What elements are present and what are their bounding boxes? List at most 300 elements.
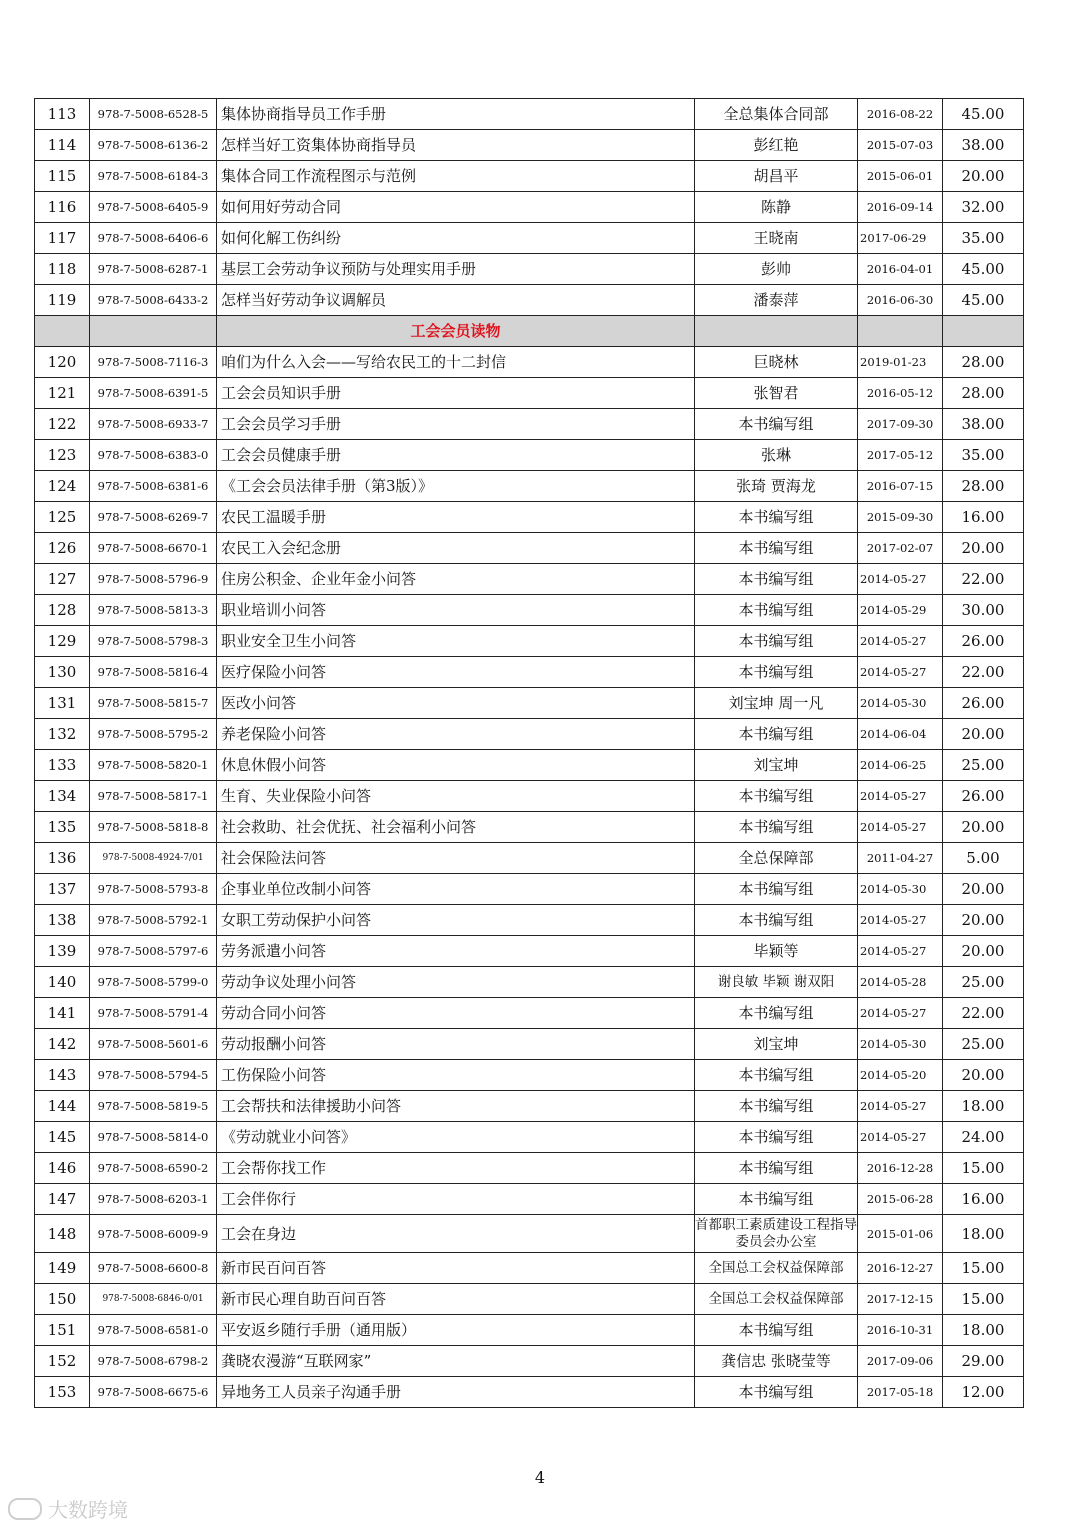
publish-date: 2016-04-01 bbox=[858, 254, 943, 285]
isbn-cell: 978-7-5008-4924-7/01 bbox=[90, 843, 217, 874]
row-number: 135 bbox=[35, 812, 90, 843]
row-number: 149 bbox=[35, 1253, 90, 1284]
row-number: 122 bbox=[35, 409, 90, 440]
isbn-cell: 978-7-5008-5816-4 bbox=[90, 657, 217, 688]
author-cell: 张琳 bbox=[695, 440, 858, 471]
book-title: 集体合同工作流程图示与范例 bbox=[217, 161, 695, 192]
publish-date: 2017-09-30 bbox=[858, 409, 943, 440]
price-cell: 20.00 bbox=[943, 936, 1024, 967]
table-row bbox=[35, 750, 1024, 781]
publish-date: 2015-01-06 bbox=[858, 1215, 943, 1253]
price-cell: 24.00 bbox=[943, 1122, 1024, 1153]
price-cell: 20.00 bbox=[943, 812, 1024, 843]
book-title: 平安返乡随行手册（通用版） bbox=[217, 1315, 695, 1346]
book-title: 工会帮你找工作 bbox=[217, 1153, 695, 1184]
book-title: 异地务工人员亲子沟通手册 bbox=[217, 1377, 695, 1408]
table-row bbox=[35, 688, 1024, 719]
price-cell: 20.00 bbox=[943, 874, 1024, 905]
book-title: 怎样当好工资集体协商指导员 bbox=[217, 130, 695, 161]
author-cell: 巨晓林 bbox=[695, 347, 858, 378]
author-cell: 本书编写组 bbox=[695, 719, 858, 750]
row-number: 152 bbox=[35, 1346, 90, 1377]
section-cell-empty bbox=[943, 316, 1024, 347]
row-number: 138 bbox=[35, 905, 90, 936]
price-cell: 18.00 bbox=[943, 1315, 1024, 1346]
book-title: 《劳动就业小问答》 bbox=[217, 1122, 695, 1153]
table-row bbox=[35, 223, 1024, 254]
publish-date: 2016-08-22 bbox=[858, 99, 943, 130]
price-cell: 25.00 bbox=[943, 1029, 1024, 1060]
isbn-cell: 978-7-5008-5794-5 bbox=[90, 1060, 217, 1091]
book-title: 工会帮扶和法律援助小问答 bbox=[217, 1091, 695, 1122]
publish-date: 2014-05-27 bbox=[858, 781, 943, 812]
book-title: 住房公积金、企业年金小问答 bbox=[217, 564, 695, 595]
table-row bbox=[35, 378, 1024, 409]
price-cell: 20.00 bbox=[943, 1060, 1024, 1091]
price-cell: 12.00 bbox=[943, 1377, 1024, 1408]
row-number: 136 bbox=[35, 843, 90, 874]
price-cell: 20.00 bbox=[943, 533, 1024, 564]
publish-date: 2015-06-28 bbox=[858, 1184, 943, 1215]
isbn-cell: 978-7-5008-6381-6 bbox=[90, 471, 217, 502]
author-cell: 全国总工会权益保障部 bbox=[695, 1253, 858, 1284]
price-cell: 15.00 bbox=[943, 1284, 1024, 1315]
price-cell: 20.00 bbox=[943, 719, 1024, 750]
publish-date: 2014-05-30 bbox=[858, 874, 943, 905]
isbn-cell: 978-7-5008-6433-2 bbox=[90, 285, 217, 316]
table-row bbox=[35, 719, 1024, 750]
isbn-cell: 978-7-5008-6600-8 bbox=[90, 1253, 217, 1284]
author-cell: 龚信忠 张晓莹等 bbox=[695, 1346, 858, 1377]
price-cell: 16.00 bbox=[943, 502, 1024, 533]
publish-date: 2017-05-18 bbox=[858, 1377, 943, 1408]
row-number: 128 bbox=[35, 595, 90, 626]
table-row bbox=[35, 936, 1024, 967]
row-number: 151 bbox=[35, 1315, 90, 1346]
table-row bbox=[35, 1346, 1024, 1377]
publish-date: 2016-07-15 bbox=[858, 471, 943, 502]
row-number: 147 bbox=[35, 1184, 90, 1215]
row-number: 145 bbox=[35, 1122, 90, 1153]
isbn-cell: 978-7-5008-6670-1 bbox=[90, 533, 217, 564]
isbn-cell: 978-7-5008-6675-6 bbox=[90, 1377, 217, 1408]
book-title: 工会会员知识手册 bbox=[217, 378, 695, 409]
row-number: 132 bbox=[35, 719, 90, 750]
row-number: 131 bbox=[35, 688, 90, 719]
price-cell: 18.00 bbox=[943, 1215, 1024, 1253]
isbn-cell: 978-7-5008-5798-3 bbox=[90, 626, 217, 657]
row-number: 150 bbox=[35, 1284, 90, 1315]
book-title: 社会救助、社会优抚、社会福利小问答 bbox=[217, 812, 695, 843]
book-title: 《工会会员法律手册（第3版）》 bbox=[217, 471, 695, 502]
book-title: 龚晓农漫游“互联网家” bbox=[217, 1346, 695, 1377]
table-row bbox=[35, 1029, 1024, 1060]
author-cell: 本书编写组 bbox=[695, 1184, 858, 1215]
isbn-cell: 978-7-5008-5791-4 bbox=[90, 998, 217, 1029]
isbn-cell: 978-7-5008-6269-7 bbox=[90, 502, 217, 533]
isbn-cell: 978-7-5008-5799-0 bbox=[90, 967, 217, 998]
author-cell: 本书编写组 bbox=[695, 409, 858, 440]
row-number: 120 bbox=[35, 347, 90, 378]
author-cell: 刘宝坤 bbox=[695, 1029, 858, 1060]
book-title: 劳动争议处理小问答 bbox=[217, 967, 695, 998]
author-cell: 本书编写组 bbox=[695, 1091, 858, 1122]
book-title: 农民工温暖手册 bbox=[217, 502, 695, 533]
row-number: 129 bbox=[35, 626, 90, 657]
price-cell: 26.00 bbox=[943, 781, 1024, 812]
table-row bbox=[35, 502, 1024, 533]
book-title: 女职工劳动保护小问答 bbox=[217, 905, 695, 936]
book-title: 休息休假小问答 bbox=[217, 750, 695, 781]
publish-date: 2014-05-20 bbox=[858, 1060, 943, 1091]
row-number: 144 bbox=[35, 1091, 90, 1122]
row-number: 113 bbox=[35, 99, 90, 130]
row-number: 127 bbox=[35, 564, 90, 595]
author-cell: 谢良敏 毕颖 谢双阳 bbox=[695, 967, 858, 998]
author-cell: 彭红艳 bbox=[695, 130, 858, 161]
publish-date: 2017-12-15 bbox=[858, 1284, 943, 1315]
row-number: 133 bbox=[35, 750, 90, 781]
table-row bbox=[35, 471, 1024, 502]
publish-date: 2014-05-27 bbox=[858, 1091, 943, 1122]
author-cell: 刘宝坤 bbox=[695, 750, 858, 781]
book-title: 劳动合同小问答 bbox=[217, 998, 695, 1029]
author-cell: 彭帅 bbox=[695, 254, 858, 285]
row-number: 123 bbox=[35, 440, 90, 471]
book-catalog-table bbox=[34, 98, 1024, 1408]
book-title: 职业培训小问答 bbox=[217, 595, 695, 626]
book-title: 生育、失业保险小问答 bbox=[217, 781, 695, 812]
author-cell: 张智君 bbox=[695, 378, 858, 409]
author-cell: 本书编写组 bbox=[695, 812, 858, 843]
book-title: 劳动报酬小问答 bbox=[217, 1029, 695, 1060]
table-body-before-section bbox=[35, 99, 1024, 316]
table-row bbox=[35, 1284, 1024, 1315]
isbn-cell: 978-7-5008-5815-7 bbox=[90, 688, 217, 719]
author-cell: 胡昌平 bbox=[695, 161, 858, 192]
author-cell: 本书编写组 bbox=[695, 595, 858, 626]
price-cell: 35.00 bbox=[943, 223, 1024, 254]
price-cell: 30.00 bbox=[943, 595, 1024, 626]
author-cell: 潘泰萍 bbox=[695, 285, 858, 316]
book-title: 基层工会劳动争议预防与处理实用手册 bbox=[217, 254, 695, 285]
price-cell: 38.00 bbox=[943, 130, 1024, 161]
price-cell: 28.00 bbox=[943, 471, 1024, 502]
table-row bbox=[35, 1091, 1024, 1122]
publish-date: 2019-01-23 bbox=[858, 347, 943, 378]
page-number: 4 bbox=[534, 1468, 546, 1487]
isbn-cell: 978-7-5008-6406-6 bbox=[90, 223, 217, 254]
publish-date: 2015-07-03 bbox=[858, 130, 943, 161]
author-cell: 全国总工会权益保障部 bbox=[695, 1284, 858, 1315]
section-cell-empty bbox=[858, 316, 943, 347]
row-number: 137 bbox=[35, 874, 90, 905]
watermark-logo-icon bbox=[8, 1498, 42, 1520]
price-cell: 20.00 bbox=[943, 905, 1024, 936]
table-row bbox=[35, 874, 1024, 905]
table-row bbox=[35, 843, 1024, 874]
row-number: 139 bbox=[35, 936, 90, 967]
isbn-cell: 978-7-5008-6590-2 bbox=[90, 1153, 217, 1184]
price-cell: 28.00 bbox=[943, 378, 1024, 409]
author-cell: 本书编写组 bbox=[695, 905, 858, 936]
price-cell: 26.00 bbox=[943, 688, 1024, 719]
row-number: 119 bbox=[35, 285, 90, 316]
publish-date: 2014-05-30 bbox=[858, 688, 943, 719]
table-row bbox=[35, 285, 1024, 316]
author-cell: 刘宝坤 周一凡 bbox=[695, 688, 858, 719]
publish-date: 2014-05-27 bbox=[858, 564, 943, 595]
table-row bbox=[35, 781, 1024, 812]
table-row bbox=[35, 1122, 1024, 1153]
row-number: 126 bbox=[35, 533, 90, 564]
price-cell: 5.00 bbox=[943, 843, 1024, 874]
isbn-cell: 978-7-5008-5601-6 bbox=[90, 1029, 217, 1060]
book-title: 工会在身边 bbox=[217, 1215, 695, 1253]
row-number: 117 bbox=[35, 223, 90, 254]
isbn-cell: 978-7-5008-6136-2 bbox=[90, 130, 217, 161]
price-cell: 32.00 bbox=[943, 192, 1024, 223]
author-cell: 本书编写组 bbox=[695, 1315, 858, 1346]
price-cell: 45.00 bbox=[943, 99, 1024, 130]
author-cell: 本书编写组 bbox=[695, 1377, 858, 1408]
table-row bbox=[35, 1060, 1024, 1091]
isbn-cell: 978-7-5008-6383-0 bbox=[90, 440, 217, 471]
publish-date: 2015-06-01 bbox=[858, 161, 943, 192]
publish-date: 2017-06-29 bbox=[858, 223, 943, 254]
publish-date: 2016-09-14 bbox=[858, 192, 943, 223]
isbn-cell: 978-7-5008-6933-7 bbox=[90, 409, 217, 440]
book-title: 工伤保险小问答 bbox=[217, 1060, 695, 1091]
book-title: 如何化解工伤纠纷 bbox=[217, 223, 695, 254]
isbn-cell: 978-7-5008-6391-5 bbox=[90, 378, 217, 409]
price-cell: 45.00 bbox=[943, 254, 1024, 285]
watermark bbox=[8, 1494, 128, 1523]
book-title: 企事业单位改制小问答 bbox=[217, 874, 695, 905]
isbn-cell: 978-7-5008-5792-1 bbox=[90, 905, 217, 936]
author-cell: 本书编写组 bbox=[695, 564, 858, 595]
author-cell: 本书编写组 bbox=[695, 874, 858, 905]
row-number: 134 bbox=[35, 781, 90, 812]
table-row bbox=[35, 347, 1024, 378]
author-cell: 陈静 bbox=[695, 192, 858, 223]
author-cell: 本书编写组 bbox=[695, 502, 858, 533]
isbn-cell: 978-7-5008-5820-1 bbox=[90, 750, 217, 781]
book-title: 怎样当好劳动争议调解员 bbox=[217, 285, 695, 316]
table-row bbox=[35, 1253, 1024, 1284]
publish-date: 2014-05-28 bbox=[858, 967, 943, 998]
author-cell: 首都职工素质建设工程指导委员会办公室 bbox=[695, 1215, 858, 1253]
isbn-cell: 978-7-5008-6203-1 bbox=[90, 1184, 217, 1215]
isbn-cell: 978-7-5008-5813-3 bbox=[90, 595, 217, 626]
isbn-cell: 978-7-5008-6405-9 bbox=[90, 192, 217, 223]
price-cell: 25.00 bbox=[943, 750, 1024, 781]
isbn-cell: 978-7-5008-5793-8 bbox=[90, 874, 217, 905]
row-number: 146 bbox=[35, 1153, 90, 1184]
table-row bbox=[35, 99, 1024, 130]
row-number: 114 bbox=[35, 130, 90, 161]
section-row bbox=[35, 316, 1024, 347]
author-cell: 本书编写组 bbox=[695, 1153, 858, 1184]
price-cell: 22.00 bbox=[943, 998, 1024, 1029]
row-number: 142 bbox=[35, 1029, 90, 1060]
price-cell: 35.00 bbox=[943, 440, 1024, 471]
row-number: 121 bbox=[35, 378, 90, 409]
row-number: 148 bbox=[35, 1215, 90, 1253]
watermark-text: 大数跨境 bbox=[48, 1498, 128, 1522]
isbn-cell: 978-7-5008-5818-8 bbox=[90, 812, 217, 843]
price-cell: 22.00 bbox=[943, 657, 1024, 688]
book-title: 医改小问答 bbox=[217, 688, 695, 719]
publish-date: 2011-04-27 bbox=[858, 843, 943, 874]
price-cell: 38.00 bbox=[943, 409, 1024, 440]
table-row bbox=[35, 595, 1024, 626]
table-row bbox=[35, 1315, 1024, 1346]
publish-date: 2017-05-12 bbox=[858, 440, 943, 471]
isbn-cell: 978-7-5008-5797-6 bbox=[90, 936, 217, 967]
table-body-after-section bbox=[35, 347, 1024, 1408]
table-row bbox=[35, 130, 1024, 161]
publish-date: 2014-05-27 bbox=[858, 936, 943, 967]
table-row bbox=[35, 626, 1024, 657]
row-number: 116 bbox=[35, 192, 90, 223]
book-title: 劳务派遣小问答 bbox=[217, 936, 695, 967]
publish-date: 2014-05-29 bbox=[858, 595, 943, 626]
price-cell: 28.00 bbox=[943, 347, 1024, 378]
row-number: 141 bbox=[35, 998, 90, 1029]
isbn-cell: 978-7-5008-6184-3 bbox=[90, 161, 217, 192]
table-row bbox=[35, 1153, 1024, 1184]
table-row bbox=[35, 1377, 1024, 1408]
table-row bbox=[35, 409, 1024, 440]
author-cell: 本书编写组 bbox=[695, 998, 858, 1029]
publish-date: 2014-05-30 bbox=[858, 1029, 943, 1060]
price-cell: 15.00 bbox=[943, 1153, 1024, 1184]
publish-date: 2014-05-27 bbox=[858, 626, 943, 657]
price-cell: 22.00 bbox=[943, 564, 1024, 595]
table-row bbox=[35, 1184, 1024, 1215]
isbn-cell: 978-7-5008-6581-0 bbox=[90, 1315, 217, 1346]
author-cell: 本书编写组 bbox=[695, 781, 858, 812]
publish-date: 2017-09-06 bbox=[858, 1346, 943, 1377]
book-title: 农民工入会纪念册 bbox=[217, 533, 695, 564]
book-title: 工会会员健康手册 bbox=[217, 440, 695, 471]
book-title: 工会会员学习手册 bbox=[217, 409, 695, 440]
author-cell: 本书编写组 bbox=[695, 657, 858, 688]
section-header bbox=[35, 316, 1024, 347]
table-row bbox=[35, 564, 1024, 595]
isbn-cell: 978-7-5008-6009-9 bbox=[90, 1215, 217, 1253]
table-row bbox=[35, 161, 1024, 192]
publish-date: 2016-12-28 bbox=[858, 1153, 943, 1184]
isbn-cell: 978-7-5008-5819-5 bbox=[90, 1091, 217, 1122]
section-title: 工会会员读物 bbox=[217, 316, 695, 347]
book-title: 咱们为什么入会——写给农民工的十二封信 bbox=[217, 347, 695, 378]
book-title: 医疗保险小问答 bbox=[217, 657, 695, 688]
row-number: 115 bbox=[35, 161, 90, 192]
row-number: 125 bbox=[35, 502, 90, 533]
isbn-cell: 978-7-5008-6846-0/01 bbox=[90, 1284, 217, 1315]
price-cell: 25.00 bbox=[943, 967, 1024, 998]
publish-date: 2016-12-27 bbox=[858, 1253, 943, 1284]
table-row bbox=[35, 533, 1024, 564]
table-row bbox=[35, 192, 1024, 223]
price-cell: 29.00 bbox=[943, 1346, 1024, 1377]
isbn-cell: 978-7-5008-5817-1 bbox=[90, 781, 217, 812]
book-title: 集体协商指导员工作手册 bbox=[217, 99, 695, 130]
author-cell: 张琦 贾海龙 bbox=[695, 471, 858, 502]
book-title: 新市民心理自助百问百答 bbox=[217, 1284, 695, 1315]
section-cell-empty bbox=[35, 316, 90, 347]
publish-date: 2016-05-12 bbox=[858, 378, 943, 409]
isbn-cell: 978-7-5008-6798-2 bbox=[90, 1346, 217, 1377]
publish-date: 2014-05-27 bbox=[858, 812, 943, 843]
author-cell: 本书编写组 bbox=[695, 1060, 858, 1091]
isbn-cell: 978-7-5008-6528-5 bbox=[90, 99, 217, 130]
price-cell: 16.00 bbox=[943, 1184, 1024, 1215]
publish-date: 2016-10-31 bbox=[858, 1315, 943, 1346]
publish-date: 2014-05-27 bbox=[858, 657, 943, 688]
isbn-cell: 978-7-5008-5814-0 bbox=[90, 1122, 217, 1153]
author-cell: 全总集体合同部 bbox=[695, 99, 858, 130]
publish-date: 2014-05-27 bbox=[858, 905, 943, 936]
book-title: 社会保险法问答 bbox=[217, 843, 695, 874]
author-cell: 本书编写组 bbox=[695, 626, 858, 657]
book-title: 养老保险小问答 bbox=[217, 719, 695, 750]
isbn-cell: 978-7-5008-7116-3 bbox=[90, 347, 217, 378]
book-title: 职业安全卫生小问答 bbox=[217, 626, 695, 657]
price-cell: 15.00 bbox=[943, 1253, 1024, 1284]
section-cell-empty bbox=[695, 316, 858, 347]
price-cell: 45.00 bbox=[943, 285, 1024, 316]
author-cell: 毕颖等 bbox=[695, 936, 858, 967]
publish-date: 2014-05-27 bbox=[858, 1122, 943, 1153]
author-cell: 本书编写组 bbox=[695, 1122, 858, 1153]
book-title: 新市民百问百答 bbox=[217, 1253, 695, 1284]
isbn-cell: 978-7-5008-6287-1 bbox=[90, 254, 217, 285]
row-number: 118 bbox=[35, 254, 90, 285]
publish-date: 2017-02-07 bbox=[858, 533, 943, 564]
price-cell: 18.00 bbox=[943, 1091, 1024, 1122]
table-row bbox=[35, 1215, 1024, 1253]
table-row bbox=[35, 254, 1024, 285]
table-row bbox=[35, 967, 1024, 998]
section-cell-empty bbox=[90, 316, 217, 347]
publish-date: 2014-06-04 bbox=[858, 719, 943, 750]
publish-date: 2015-09-30 bbox=[858, 502, 943, 533]
row-number: 130 bbox=[35, 657, 90, 688]
book-title: 如何用好劳动合同 bbox=[217, 192, 695, 223]
table-row bbox=[35, 440, 1024, 471]
row-number: 124 bbox=[35, 471, 90, 502]
isbn-cell: 978-7-5008-5796-9 bbox=[90, 564, 217, 595]
price-cell: 20.00 bbox=[943, 161, 1024, 192]
author-cell: 王晓南 bbox=[695, 223, 858, 254]
row-number: 143 bbox=[35, 1060, 90, 1091]
table-row bbox=[35, 812, 1024, 843]
publish-date: 2014-06-25 bbox=[858, 750, 943, 781]
publish-date: 2014-05-27 bbox=[858, 998, 943, 1029]
book-title: 工会伴你行 bbox=[217, 1184, 695, 1215]
price-cell: 26.00 bbox=[943, 626, 1024, 657]
isbn-cell: 978-7-5008-5795-2 bbox=[90, 719, 217, 750]
table-row bbox=[35, 657, 1024, 688]
table-row bbox=[35, 998, 1024, 1029]
author-cell: 本书编写组 bbox=[695, 533, 858, 564]
row-number: 153 bbox=[35, 1377, 90, 1408]
table-row bbox=[35, 905, 1024, 936]
publish-date: 2016-06-30 bbox=[858, 285, 943, 316]
